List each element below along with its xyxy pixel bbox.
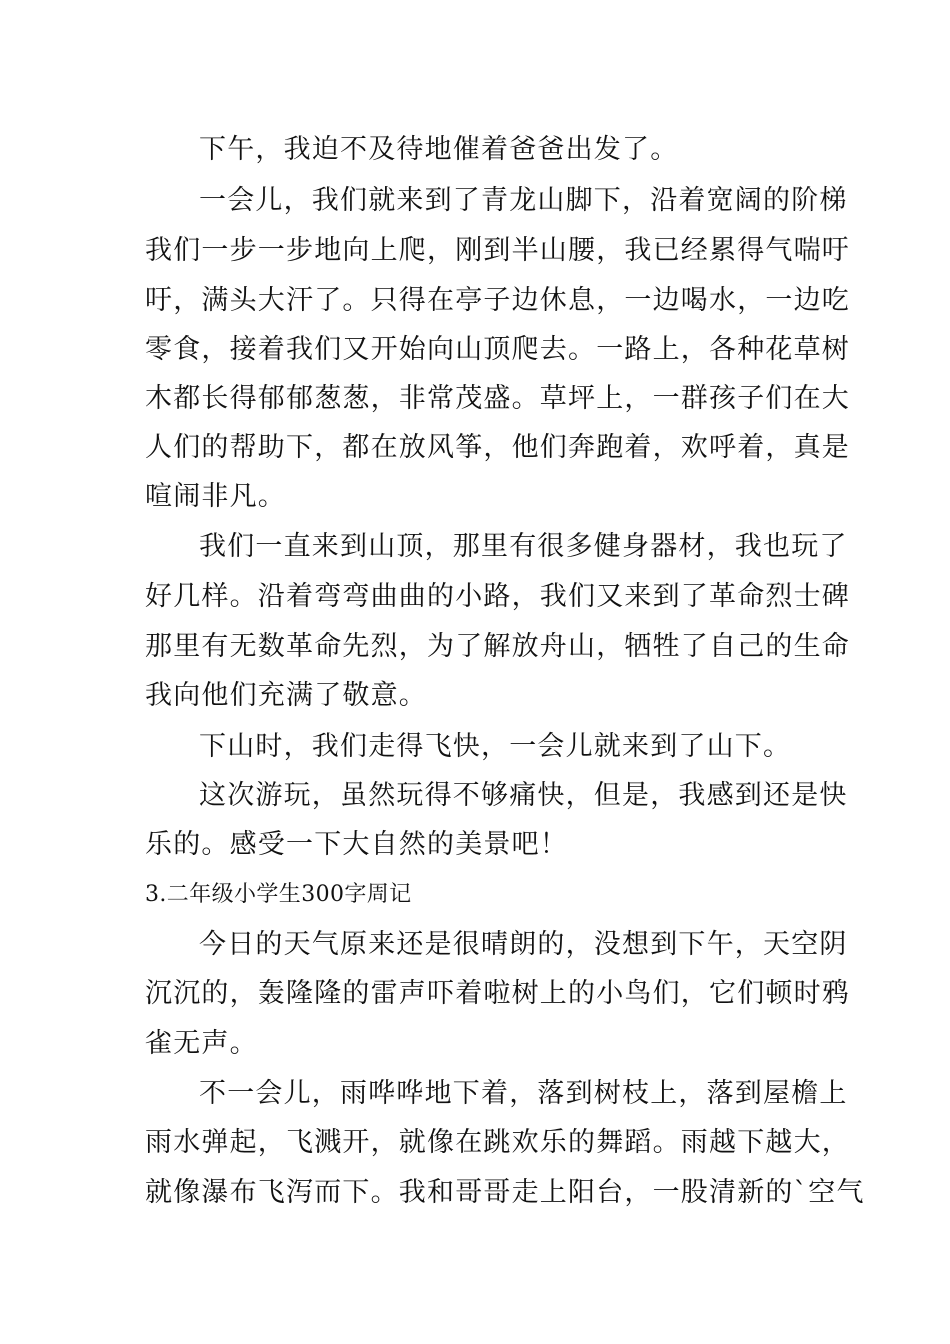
text-line: 就像瀑布飞泻而下。我和哥哥走上阳台，一股清新的`空气	[145, 1177, 865, 1208]
text-line: 好几样。沿着弯弯曲曲的小路，我们又来到了革命烈士碑	[145, 581, 850, 612]
text-line: 人们的帮助下，都在放风筝，他们奔跑着，欢呼着，真是	[145, 432, 850, 463]
text-line: 我向他们充满了敬意。	[145, 680, 427, 711]
text-line: 这次游玩，虽然玩得不够痛快，但是，我感到还是快	[199, 780, 848, 811]
section-heading: 3.二年级小学生300字周记	[145, 882, 412, 907]
text-line: 一会儿，我们就来到了青龙山脚下，沿着宽阔的阶梯	[199, 185, 848, 216]
text-line: 那里有无数革命先烈，为了解放舟山，牺牲了自己的生命	[145, 631, 850, 662]
text-line: 吁，满头大汗了。只得在亭子边休息，一边喝水，一边吃	[145, 285, 850, 316]
text-line: 雨水弹起，飞溅开，就像在跳欢乐的舞蹈。雨越下越大，	[145, 1127, 850, 1158]
text-line: 我们一直来到山顶，那里有很多健身器材，我也玩了	[199, 531, 848, 562]
text-line: 不一会儿，雨哗哗地下着，落到树枝上，落到屋檐上	[199, 1078, 848, 1109]
text-line: 雀无声。	[145, 1028, 258, 1059]
text-line: 下山时，我们走得飞快，一会儿就来到了山下。	[199, 731, 792, 762]
text-line: 下午，我迫不及待地催着爸爸出发了。	[199, 134, 679, 165]
text-line: 喧闹非凡。	[145, 481, 286, 512]
text-line: 乐的。感受一下大自然的美景吧！	[145, 829, 568, 860]
text-line: 木都长得郁郁葱葱，非常茂盛。草坪上，一群孩子们在大	[145, 383, 850, 414]
text-line: 我们一步一步地向上爬，刚到半山腰，我已经累得气喘吁	[145, 235, 850, 266]
text-line: 沉沉的，轰隆隆的雷声吓着啦树上的小鸟们，它们顿时鸦	[145, 978, 850, 1009]
text-line: 零食，接着我们又开始向山顶爬去。一路上，各种花草树	[145, 334, 850, 365]
text-line: 今日的天气原来还是很晴朗的，没想到下午，天空阴	[199, 929, 848, 960]
